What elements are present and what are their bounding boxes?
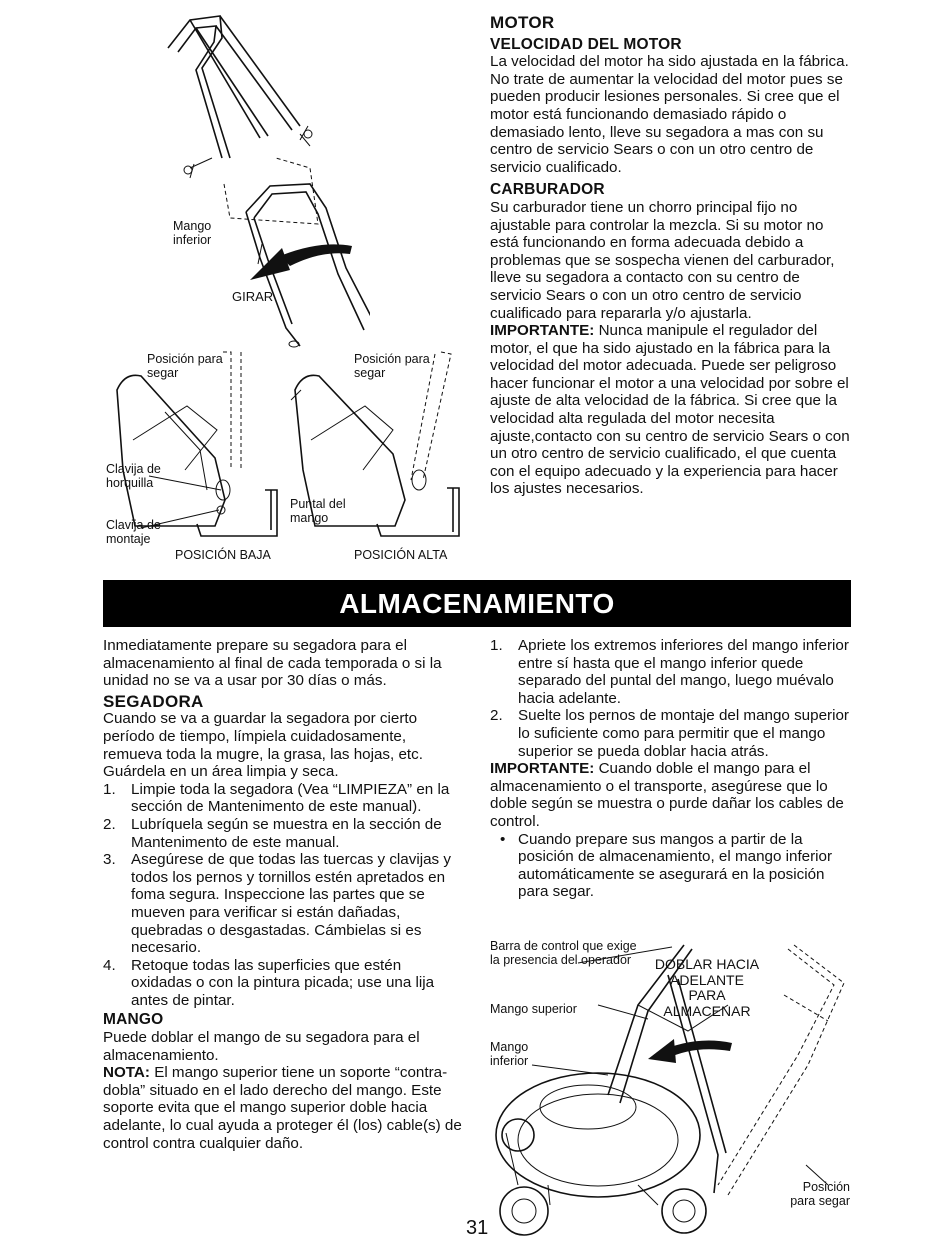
motor-section [490, 14, 850, 498]
label-doblar: DOBLAR HACIA ADELANTE PARA ALMACENAR [654, 956, 760, 1019]
nota-label: NOTA: [103, 1064, 150, 1082]
mango-text: Puede doblar el mango de su segadora para el almacenamiento. [103, 1029, 420, 1064]
label-mango-inferior-2: Mango inferior [490, 1040, 529, 1068]
label-clavija-horquilla: Clavija de horquilla [106, 462, 161, 490]
label-posicion-alta: POSICIÓN ALTA [354, 548, 448, 562]
nota-text: El mango superior tiene un soporte “contra-dobla” situado en el lado derecho del mango. Este soporte evita que el mango superior doble hacia adelante, lo cual ayuda a proteger él (los) cable(s) de control contra cualquier daño. [103, 1064, 462, 1152]
list-item: 1. Limpie toda la segadora (Vea “LIMPIEZA” en la sección de Mantenimento de este manual). [103, 780, 450, 816]
label-posicion-baja: POSICIÓN BAJA [175, 548, 271, 562]
label-clavija-montaje: Clavija de montaje [106, 518, 161, 546]
importante-text: Cuando doble el mango para el almacenamiento o el transporte, asegúrese que lo doble según se muestra o purde dañar los cables de control. [490, 760, 844, 830]
velocidad-heading: VELOCIDAD DEL MOTOR [490, 35, 682, 53]
importante-text: Nunca manipule el regulador del motor, el que ha sido ajustado en la fábrica para la velocidad del motor adecuada. Puede ser peligroso hacer funcionar el motor a una velocidad por sobre el ajuste de alta velocidad de la fábrica. Si cree que la velocidad alta regulada del motor necesita ajuste,contacto con su centro de servicio Sears o con un otro centro de servicio cualificado, el que cuenta con el equipo adecuado y la experiencia para hacer los ajustes necesarios. [490, 322, 850, 498]
storage-left-column [103, 637, 463, 1152]
label-girar: GIRAR [232, 289, 274, 304]
right-importante [490, 760, 852, 830]
importante-label: IMPORTANTE: [490, 322, 595, 340]
carburador-text: Su carburador tiene un chorro principal fijo no ajustable para controlar la mezcla. Si su motor no está funcionando en forma adecuada debido a problemas que se sospecha vienen del carburador, lleve su segadora a contacto con su centro de servicio Sears o con un otro centro de servicio cualificado para repararla y/o ajustarla. [490, 198, 835, 322]
carburador-heading: CARBURADOR [490, 181, 605, 199]
mango-steps [490, 637, 852, 760]
storage-intro: Inmediatamente prepare su segadora para el almacenamiento al final de cada temporada o si la unidad no se va a usar por 30 días o más. [103, 637, 442, 690]
label-mango-superior: Mango superior [490, 1002, 577, 1016]
label-puntal-mango: Puntal del mango [290, 497, 346, 525]
list-item: 2. Suelte los pernos de montaje del mango superior lo suficiente como para permitir que el mango superior se pueda doblar hacia atrás. [490, 707, 849, 760]
velocidad-text: La velocidad del motor ha sido ajustada en la fábrica. No trate de aumentar la velocidad del motor pues se pueden producir lesiones personales. Si cree que el motor está funcionando demasiado rápido o demasiado lento, lleve su segadora a mas con su centro de servicio Sears o con un otro centro de servicio cualificado. [490, 53, 849, 176]
motor-heading: MOTOR [490, 13, 555, 32]
label-posicion-segar-bottom: Posición para segar [790, 1180, 850, 1208]
list-item: 4. Retoque todas las superficies que estén oxidadas o con la pintura picada; use una lija antes de pintar. [103, 956, 435, 1009]
segadora-steps [103, 781, 463, 1010]
label-posicion-segar-1: Posición para segar [147, 352, 223, 380]
motor-importante [490, 322, 850, 498]
label-posicion-segar-2: Posición para segar [354, 352, 430, 380]
list-item: 1. Apriete los extremos inferiores del mango inferior entre sí hasta que el mango inferior quede separado del puntal del mango, luego muévalo hacia adelante. [490, 637, 849, 707]
section-banner: ALMACENAMIENTO [103, 580, 851, 627]
mango-heading: MANGO [103, 1011, 164, 1029]
nota-paragraph [103, 1064, 463, 1152]
list-item: • Cuando prepare sus mangos a partir de la posición de almacenamiento, el mango inferior automáticamente se asegurará en la posición para segar. [500, 830, 833, 901]
importante-label: IMPORTANTE: [490, 760, 595, 778]
storage-right-column [490, 637, 852, 901]
segadora-heading: SEGADORA [103, 691, 204, 711]
list-item: 3. Asegúrese de que todas las tuercas y clavijas y todos los pernos y tornillos estén apretados en foma segura. Inspeccione las partes que se mueven para verificar si están dañadas, quebradas o desgastadas. Cámbielas si es necesario. [103, 851, 451, 957]
page-number: 31 [466, 1217, 489, 1239]
list-item: 2. Lubríquela según se muestra en la sección de Mantenimento de este manual. [103, 815, 442, 851]
bullet-list [490, 831, 852, 901]
segadora-text: Cuando se va a guardar la segadora por cierto período de tiempo, límpiela cuidadosamente, remueva toda la mugre, la grasa, las hojas, etc. Guárdela en un área limpia y seca. [103, 710, 423, 781]
label-mango-inferior: Mango inferior [173, 219, 212, 247]
label-barra-control: Barra de control que exige la presencia del operador [490, 939, 637, 967]
